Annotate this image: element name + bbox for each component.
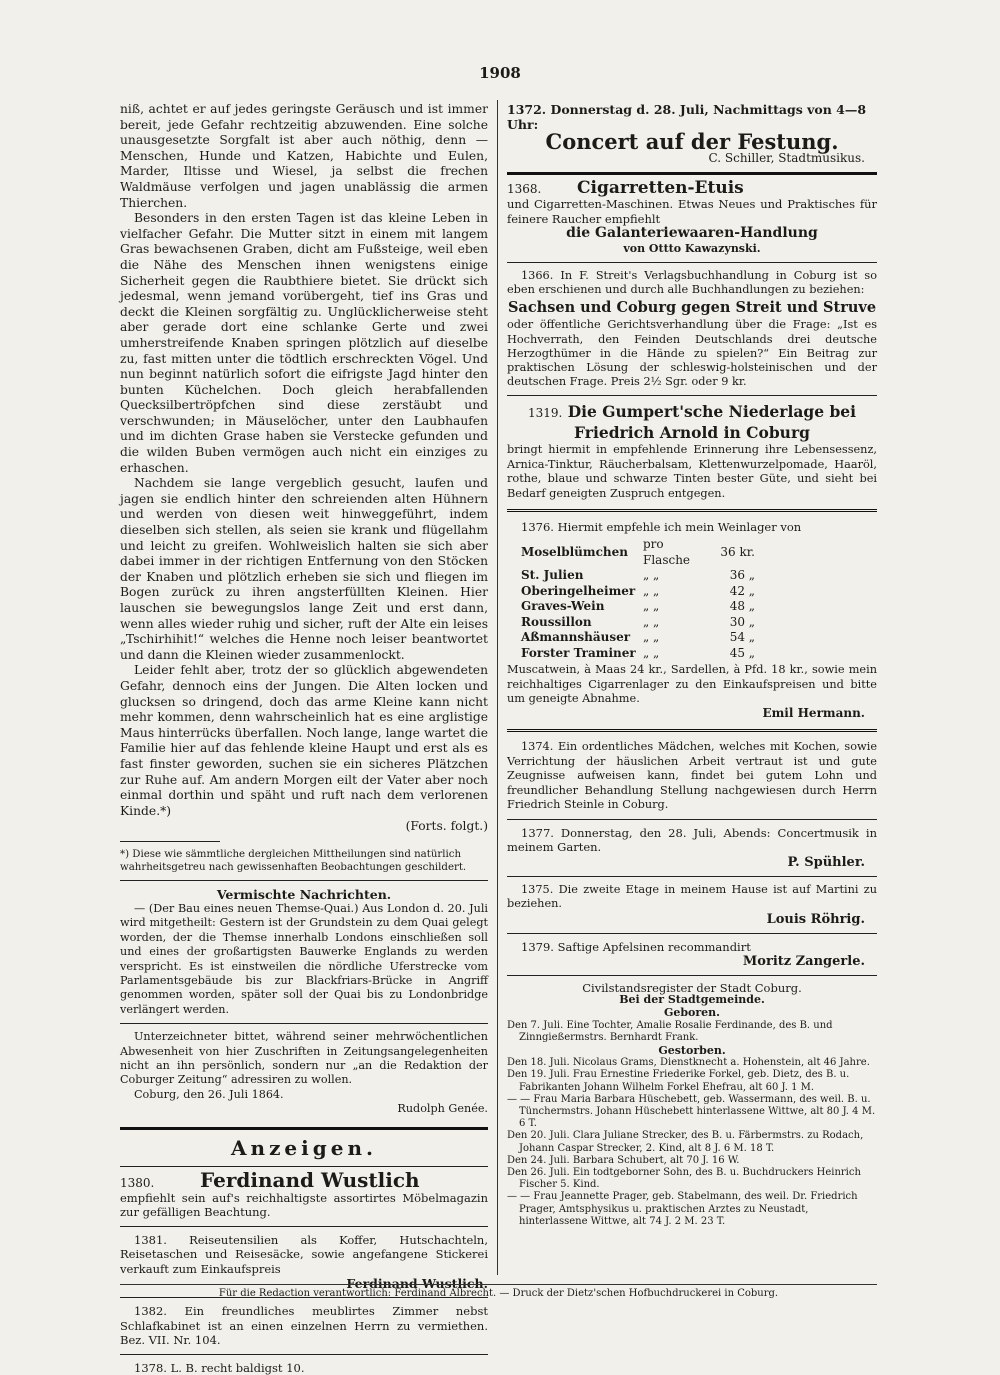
ad-title: Sachsen und Coburg gegen Streit und Struve [507, 299, 877, 317]
footer [120, 1284, 877, 1299]
right-column [507, 102, 877, 1228]
ad-1374 [507, 740, 877, 813]
ad-number: 1368. [507, 182, 542, 196]
civil-subtitle: Bei der Stadtgemeinde. [619, 993, 765, 1007]
column-divider [497, 100, 498, 1275]
ad-title: Ferdinand Wustlich [200, 1167, 420, 1192]
ad-text: 1375. Die zweite Etage in meinem Hause ist auf Martini zu beziehen. [507, 882, 877, 911]
ad-text: oder öffentliche Gerichtsverhandlung über die Frage: „Ist es Hochverrath, den Feinden Deutschlands drei deutsche Herzogthümer in die Hände zu spielen?“ Ein Beitrag zur praktischen Lösung der schleswig-holsteinischen und der deutschen Frage. Preis 2½ Sgr. oder 9 kr. [507, 318, 877, 389]
ad-signature: C. Schiller, Stadtmusikus. [708, 151, 865, 165]
notice-text: Unterzeichneter bittet, während seiner mehrwöchentlichen Abwesenheit von hier Zuschriften in Zeitungsangelegenheiten nicht an ihn persönlich, sondern nur „an die Redaktion der Coburger Zeitung“ adressiren zu wollen. [120, 1030, 488, 1087]
ad-number: 1380. [120, 1175, 155, 1190]
misc-text: — (Der Bau eines neuen Themse-Quai.) Aus London d. 20. Juli wird mitgetheilt: Gestern ist der Grundstein zu dem Quai gelegt worden, der die Themse innerhalb Londons einschließen soll und eines der großartigsten Bauwerke Englands zu werden verspricht. Es ist einstweilen die nördliche Uferstrecke vom Parlamentsgebäude bis zur Blackfriars-Brücke in Angriff genommen worden, später soll der Quai bis zu Londonbridge verlängert werden. [120, 901, 488, 1016]
story-article [120, 102, 488, 835]
ad-1380 [120, 1167, 488, 1220]
wine-table [521, 537, 761, 661]
register-entry: — — Frau Jeannette Prager, geb. Stabelmann, des weil. Dr. Friedrich Prager, Amtsphysikus u. praktischen Arztes zu Neustadt, hinterlassene Wittwe, alt 74 J. 2 M. 23 T. [507, 1191, 858, 1227]
wine-name: Moselblümchen [521, 545, 628, 560]
wine-unit: „ „ [643, 630, 660, 645]
ad-signature: Louis Röhrig. [766, 911, 865, 927]
wine-unit: pro Flasche [643, 537, 691, 567]
imprint: Für die Redaction verantwortlich: Ferdinand Albrecht. — Druck der Dietz'schen Hofbuchdruckerei in Coburg. [218, 1288, 779, 1299]
ad-1372 [507, 102, 877, 166]
ad-text: 1372. Donnerstag d. 28. Juli, Nachmittags von 4—8 Uhr: [507, 102, 867, 132]
wine-name: Forster Traminer [521, 645, 636, 660]
wine-row [521, 568, 761, 584]
left-column [120, 102, 488, 1375]
wine-row [521, 584, 761, 600]
register-entry: Den 18. Juli. Nicolaus Grams, Dienstknecht a. Hohenstein, alt 46 Jahre. [507, 1057, 870, 1069]
wine-price: 54 „ [729, 630, 755, 645]
ad-1375 [507, 883, 877, 927]
ad-1319 [507, 402, 877, 501]
ad-title: Concert auf der Festung. [545, 129, 839, 154]
wine-row [521, 537, 761, 568]
ad-title: Cigarretten-Etuis [577, 178, 744, 198]
wine-name: Oberingelheimer [521, 583, 636, 598]
ad-shop: die Galanteriewaaren-Handlung [566, 225, 818, 241]
wine-unit: „ „ [643, 599, 660, 614]
ad-text: und Cigarretten-Maschinen. Etwas Neues und Praktisches für feinere Raucher empfiehlt [507, 197, 877, 226]
story-continued: (Forts. folgt.) [405, 819, 488, 834]
wine-price: 48 „ [729, 599, 755, 614]
ad-text: 1378. L. B. recht baldigst 10. [134, 1360, 305, 1375]
wine-unit: „ „ [643, 645, 660, 660]
ad-title-text: Die Gumpert'sche Niederlage bei Friedrich Arnold in Coburg [567, 402, 857, 443]
story-paragraph: niß, achtet er auf jedes geringste Geräusch und ist immer bereit, jede Gefahr rechtzeitig abzuwenden. Eine solche unausgesetzte Sorgfalt ist aber auch nöthig, denn — Menschen, Hunde und Katzen, Habichte und Eulen, Marder, Iltisse und Wiesel, ja selbst die frechen Waldmäuse verfolgen und jagen unablässig die armen Thierchen. [120, 102, 488, 210]
wine-price: 42 „ [729, 583, 755, 598]
ad-1382 [120, 1304, 488, 1348]
ad-signature: P. Spühler. [787, 854, 865, 870]
ad-1368 [507, 178, 877, 256]
ad-1377 [507, 826, 877, 870]
footnote: *) Diese wie sämmtliche dergleichen Mittheilungen sind natürlich wahrheitsgetreu nach gewissenhaften Beobachtungen geschildert. [120, 848, 467, 873]
story-paragraph: Besonders in den ersten Tagen ist das kleine Leben in vielfacher Gefahr. Die Mutter sitzt in einem mit langem Gras bewachsenen Graben, dicht am Fußsteige, weil eben die Nähe des Menschen ihnen wenigstens einige Sicherheit gegen die Raubthiere bietet. Sie drückt sich jedesmal, wenn jemand vorübergeht, tief ins Gras und deckt die Kleinen sorgfältig zu. Unglücklicherweise steht aber gerade dort eine schlanke Gerte und zwei umherstreifende Knaben springen plötzlich auf dieselbe zu, fast mitten unter die tödtlich erschreckten Vögel. Und nun beginnt natürlich sofort die eifrigste Jagd hinter den bunten Küchelchen. Doch gleich herabfallenden Quecksilbertröpfchen sind diese zerstäubt und verschwunden; in Mäuselöcher, unter den Laubhaufen und im dichten Grase haben sie Verstecke gefunden und die wilden Buben vermögen auch nicht ein einziges zu erhaschen. [120, 211, 488, 475]
wine-name: St. Julien [521, 568, 584, 583]
register-entry: Den 19. Juli. Frau Ernestine Friederike Forkel, geb. Dietz, des B. u. Fabrikanten Johann Wilhelm Forkel Ehefrau, alt 60 J. 1 M. [507, 1069, 850, 1093]
civil-register [507, 982, 877, 1228]
wine-row [521, 630, 761, 646]
ad-text: 1379. Saftige Apfelsinen recommandirt [521, 939, 751, 954]
register-entry: Den 24. Juli. Barbara Schubert, alt 70 J. 16 W. [507, 1154, 740, 1166]
wine-row [521, 646, 761, 662]
civil-title: Civilstandsregister der Stadt Coburg. [582, 981, 802, 996]
ad-signature: Moritz Zangerle. [742, 954, 865, 970]
ad-1379 [507, 940, 877, 970]
ad-text: empfiehlt sein auf's reichhaltigste assortirtes Möbelmagazin zur gefälligen Beachtung. [120, 1190, 488, 1220]
wine-price: 45 „ [729, 645, 755, 660]
ads-heading: Anzeigen. [231, 1135, 377, 1160]
ad-text: 1374. Ein ordentliches Mädchen, welches mit Kochen, sowie Verrichtung der häuslichen Arbeit vertraut ist und gute Zeugnisse aufweisen kann, findet bei gutem Lohn und freundlicher Behandlung Stellung nachgewiesen durch Herrn Friedrich Steinle in Coburg. [507, 740, 877, 812]
story-paragraph: Leider fehlt aber, trotz der so glücklich abgewendeten Gefahr, dennoch eins der Jungen. Die Alten locken und glucksen so dringend, doch das arme Kleine kann nicht mehr kommen, denn wahrscheinlich hat es eine arglistige Maus hinterrücks überfallen. Noch lange, lange wartet die Familie hier auf das fehlende kleine Haupt und erst als es fast finster geworden, suchen sie ein sicheres Plätzchen zur Ruhe auf. Am andern Morgen eilt der Vater aber noch einmal dorthin und späht und ruft nach dem verlorenen Kinde.*) [120, 663, 488, 818]
wine-price: 36 kr. [720, 545, 755, 560]
ad-title [507, 402, 877, 443]
ad-1376 [507, 520, 877, 721]
register-entry: Den 7. Juli. Eine Tochter, Amalie Rosalie Ferdinande, des B. und Zinngießermstrs. Bernhardt Frank. [507, 1019, 833, 1043]
ad-signature: Ferdinand Wustlich. [346, 1276, 488, 1292]
ad-1366 [507, 269, 877, 389]
wine-row [521, 599, 761, 615]
ad-1381 [120, 1233, 488, 1292]
wine-price: 36 „ [729, 568, 755, 583]
ad-owner: von Ottto Kawazynski. [623, 242, 761, 255]
wine-unit: „ „ [643, 568, 660, 583]
story-paragraph: Nachdem sie lange vergeblich gesucht, laufen und jagen sie endlich hinter den schreienden alten Hühnern und werden von diesen weit hinweggeführt, indem dieselben sich stellen, als seien sie krank und flügellahm und leicht zu greifen. Wohlweislich halten sie sich aber dabei immer in der richtigen Entfernung von den Stöcken der Knaben und plötzlich erheben sie sich und fliegen im Bogen zurück zu ihren angsterfüllten Kleinen. Hier lauschen sie bewegungslos lange Zeit und erst dann, wenn alles wieder ruhig und sicher, ruft der Alte ein leises „Tschirhihit!“ welches die Henne noch leiser beantwortet und dann die Kleinen wieder zusammenlockt. [120, 476, 488, 662]
register-entry: — — Frau Maria Barbara Hüschebett, geb. Wassermann, des weil. B. u. Tünchermstrs. Johann Hüschebett hinterlassene Wittwe, alt 80 J. 4 M. 6 T. [507, 1093, 876, 1130]
ad-text: 1377. Donnerstag, den 28. Juli, Abends: Concertmusik in meinem Garten. [507, 825, 877, 855]
register-entry: Den 26. Juli. Ein todtgeborner Sohn, des B. u. Buchdruckers Heinrich Fischer 5. Kind. [507, 1167, 861, 1191]
wine-unit: „ „ [643, 614, 660, 629]
notice-signature: Rudolph Genée. [397, 1102, 488, 1116]
wine-row [521, 615, 761, 631]
ad-signature: Emil Hermann. [762, 706, 865, 721]
notice-date: Coburg, den 26. Juli 1864. [134, 1087, 284, 1101]
ad-number: 1319. [527, 406, 563, 421]
ad-text: Muscatwein, à Maas 24 kr., Sardellen, à Pfd. 18 kr., sowie mein reichhaltiges Cigarrenlager zu den Einkaufspreisen und bitte um geneigte Abnahme. [507, 663, 877, 705]
page-number: 1908 [479, 64, 521, 82]
ad-text: 1376. Hiermit empfehle ich mein Weinlager von [521, 520, 802, 535]
ad-text: 1381. Reiseutensilien als Koffer, Hutschachteln, Reisetaschen und Reisesäcke, sowie angefangene Stickerei verkauft zum Einkaufspreis [120, 1232, 488, 1276]
wine-price: 30 „ [729, 614, 755, 629]
misc-heading: Vermischte Nachrichten. [216, 886, 392, 902]
ad-text: 1382. Ein freundliches meublirtes Zimmer nebst Schlafkabinet ist an einen einzelnen Herrn zu vermiethen. Bez. VII. Nr. 104. [120, 1304, 488, 1348]
wine-name: Graves-Wein [521, 599, 605, 614]
ad-text: 1366. In F. Streit's Verlagsbuchhandlung in Coburg ist so eben erschienen und durch alle Buchhandlungen zu beziehen: [507, 269, 877, 297]
wine-name: Aßmannshäuser [521, 630, 631, 645]
register-entry: Den 20. Juli. Clara Juliane Strecker, des B. u. Färbermstrs. zu Rodach, Johann Caspar Strecker, 2. Kind, alt 8 J. 6 M. 18 T. [507, 1130, 864, 1154]
born-heading: Geboren. [663, 1006, 721, 1020]
wine-name: Roussillon [521, 614, 592, 629]
wine-unit: „ „ [643, 583, 660, 598]
ad-1378 [120, 1361, 488, 1375]
died-heading: Gestorben. [658, 1044, 726, 1058]
ad-text: bringt hiermit in empfehlende Erinnerung ihre Lebensessenz, Arnica-Tinktur, Räucherbalsam, Klettenwurzelpomade, Haaröl, rothe, blaue und schwarze Tinten bester Güte, und sieht bei Bedarf geneigten Zuspruch entgegen. [507, 443, 877, 500]
